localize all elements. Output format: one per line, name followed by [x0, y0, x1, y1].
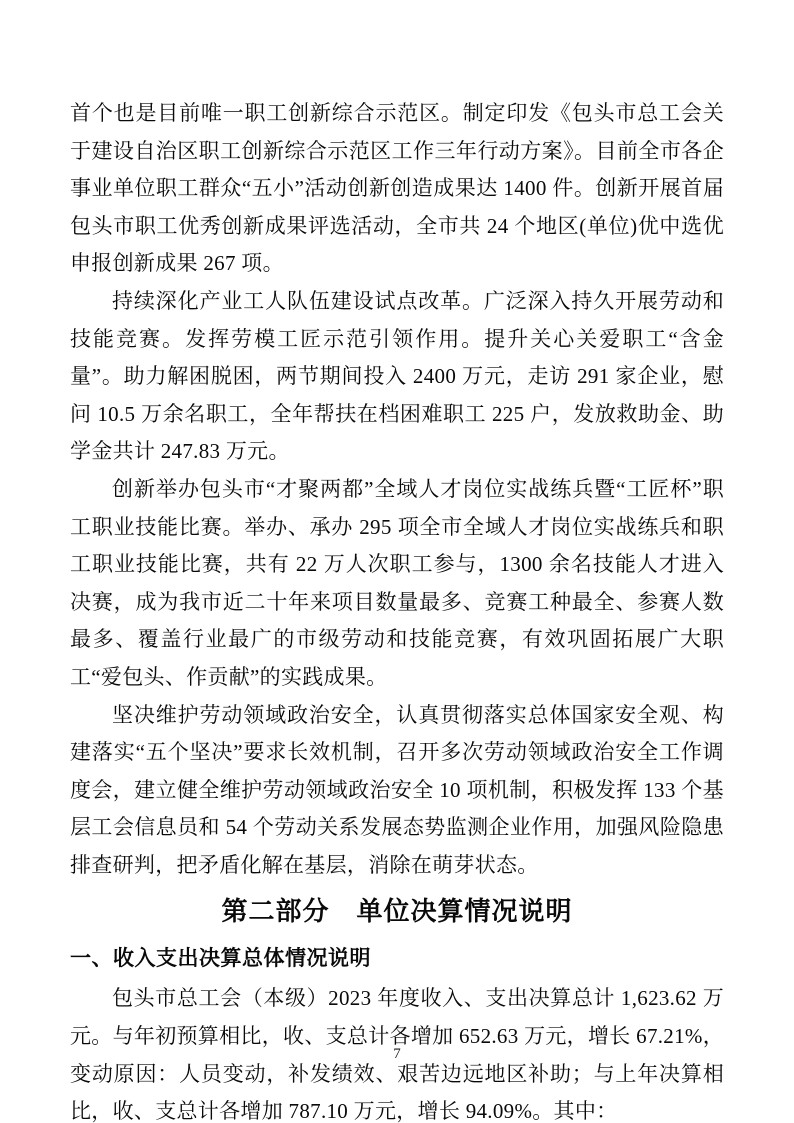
part-heading: 第二部分 单位决算情况说明 — [221, 897, 573, 927]
body-paragraph-continuation: 首个也是目前唯一职工创新综合示范区。制定印发《包头市总工会关于建设自治区职工创新综合示范区工作三年行动方案》。目前全市各企事业单位职工群众“五小”活动创新创造成果达 1400 件。创新开展首届包头市职工优秀创新成果评选活动，全市共 24 个地区(单位)优中选优申报创新成果 267 项。 — [70, 101, 724, 276]
body-paragraph: 坚决维护劳动领域政治安全，认真贯彻落实总体国家安全观、构建落实“五个坚决”要求长效机制，召开多次劳动领域政治安全工作调度会，建立健全维护劳动领域政治安全 10 项机制，积极发挥 133 个基层工会信息员和 54 个劳动关系发展态势监测企业作用，加强风险隐患排查研判，把矛盾化解在基层，消除在萌芽状态。 — [70, 702, 724, 877]
body-paragraph: 创新举办包头市“才聚两都”全域人才岗位实战练兵暨“工匠杯”职工职业技能比赛。举办、承办 295 项全市全域人才岗位实战练兵和职工职业技能比赛，共有 22 万人次职工参与，1300 余名技能人才进入决赛，成为我市近二十年来项目数量最多、竞赛工种最全、参赛人数最多、覆盖行业最广的市级劳动和技能竞赛，有效巩固拓展广大职工“爱包头、作贡献”的实践成果。 — [70, 476, 724, 689]
page-content — [70, 95, 724, 1123]
body-paragraph: 持续深化产业工人队伍建设试点改革。广泛深入持久开展劳动和技能竞赛。发挥劳模工匠示范引领作用。提升关心关爱职工“含金量”。助力解困脱困，两节期间投入 2400 万元，走访 291 家企业，慰问 10.5 万余名职工，全年帮扶在档困难职工 225 户，发放救助金、助学金共计 247.83 万元。 — [70, 288, 724, 464]
page-number: 7 — [393, 1046, 401, 1062]
section-heading: 一、收入支出决算总体情况说明 — [70, 947, 371, 971]
body-paragraph: 包头市总工会（本级）2023 年度收入、支出决算总计 1,623.62 万元。与年初预算相比，收、支总计各增加 652.63 万元，增长 67.21%，变动原因：人员变动，补发绩效、艰苦边远地区补助；与上年决算相比，收、支总计各增加 787.10 万元，增长 94.09%。其中： — [70, 986, 724, 1123]
